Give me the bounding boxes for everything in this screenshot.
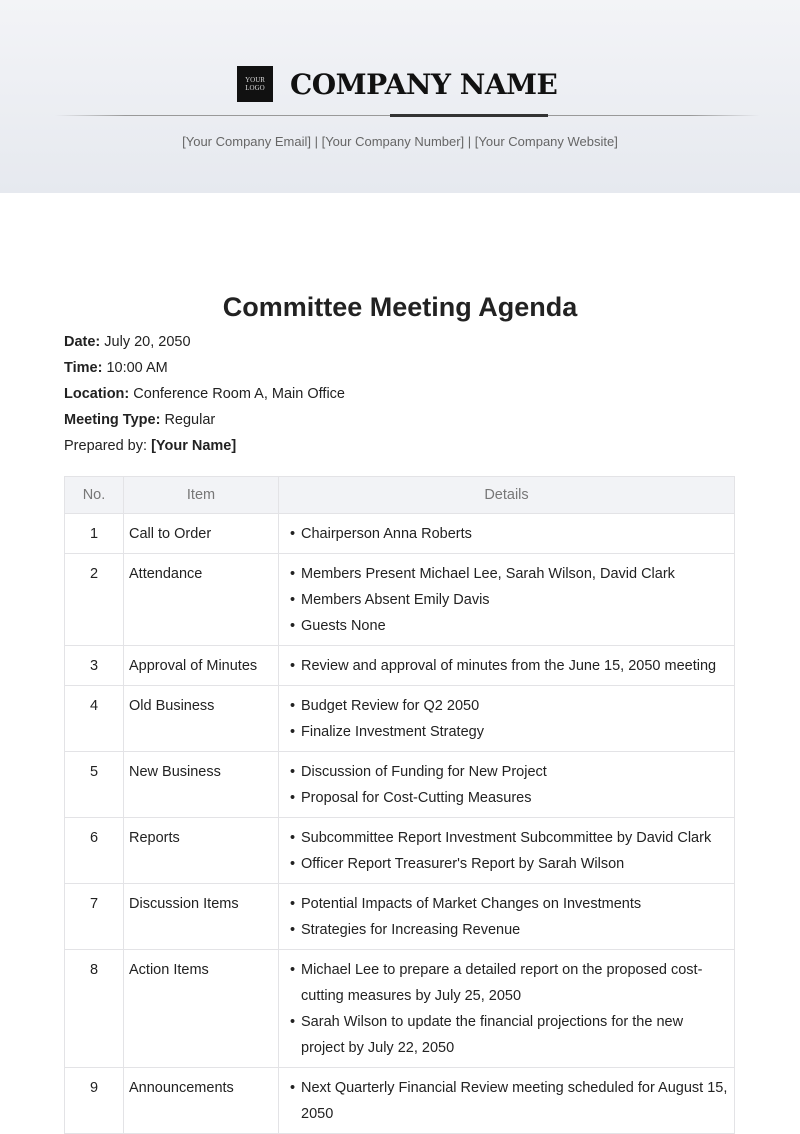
- info-prepared-by: Prepared by: [Your Name]: [64, 438, 237, 454]
- table-row: [65, 950, 735, 1068]
- row-item: Call to Order: [124, 514, 279, 554]
- detail-bullet: • Members Present Michael Lee, Sarah Wilson, David Clark: [301, 561, 729, 587]
- info-date: Date: July 20, 2050: [64, 334, 191, 350]
- table-row: [65, 686, 735, 752]
- table-row: [65, 554, 735, 646]
- info-location: Location: Conference Room A, Main Office: [64, 386, 345, 402]
- detail-bullet: • Budget Review for Q2 2050: [301, 693, 729, 719]
- table-row: [65, 646, 735, 686]
- row-number: 8: [65, 950, 124, 1068]
- row-item: Approval of Minutes: [124, 646, 279, 686]
- detail-bullet: • Discussion of Funding for New Project: [301, 759, 729, 785]
- detail-bullet: • Finalize Investment Strategy: [301, 719, 729, 745]
- row-number: 2: [65, 554, 124, 646]
- detail-bullet: • Review and approval of minutes from the June 15, 2050 meeting: [301, 653, 729, 679]
- agenda-table: [64, 476, 735, 1134]
- info-meeting-type: Meeting Type: Regular: [64, 412, 216, 428]
- row-details: [279, 646, 735, 686]
- detail-bullet: • Guests None: [301, 613, 729, 639]
- row-item: Discussion Items: [124, 884, 279, 950]
- detail-bullet: • Subcommittee Report Investment Subcommittee by David Clark: [301, 825, 729, 851]
- row-details: [279, 514, 735, 554]
- row-item: Announcements: [124, 1068, 279, 1134]
- letterhead: [0, 0, 800, 193]
- table-row: [65, 884, 735, 950]
- row-item: Attendance: [124, 554, 279, 646]
- row-item: Action Items: [124, 950, 279, 1068]
- row-number: 5: [65, 752, 124, 818]
- row-details: [279, 818, 735, 884]
- detail-bullet: • Members Absent Emily Davis: [301, 587, 729, 613]
- divider-accent: [390, 114, 548, 117]
- detail-bullet: • Proposal for Cost-Cutting Measures: [301, 785, 729, 811]
- header-details: Details: [279, 477, 735, 514]
- row-item: New Business: [124, 752, 279, 818]
- row-number: 3: [65, 646, 124, 686]
- header-no: No.: [65, 477, 124, 514]
- meeting-info: [64, 332, 345, 462]
- detail-bullet: • Next Quarterly Financial Review meeting scheduled for August 15, 2050: [301, 1075, 729, 1127]
- row-number: 7: [65, 884, 124, 950]
- row-details: [279, 884, 735, 950]
- header-item: Item: [124, 477, 279, 514]
- row-number: 1: [65, 514, 124, 554]
- row-details: [279, 950, 735, 1068]
- row-number: 6: [65, 818, 124, 884]
- detail-bullet: • Sarah Wilson to update the financial projections for the new project by July 22, 2050: [301, 1009, 729, 1061]
- row-details: [279, 554, 735, 646]
- detail-bullet: • Michael Lee to prepare a detailed report on the proposed cost-cutting measures by July 25, 2050: [301, 957, 729, 1009]
- company-name: COMPANY NAME: [290, 68, 558, 101]
- row-number: 9: [65, 1068, 124, 1134]
- company-contact: [Your Company Email] | [Your Company Number] | [Your Company Website]: [182, 134, 618, 149]
- company-logo: YOUR LOGO: [237, 66, 273, 102]
- document-title: Committee Meeting Agenda: [222, 292, 578, 322]
- detail-bullet: • Strategies for Increasing Revenue: [301, 917, 729, 943]
- table-row: [65, 1068, 735, 1134]
- detail-bullet: • Potential Impacts of Market Changes on Investments: [301, 891, 729, 917]
- detail-bullet: • Officer Report Treasurer's Report by Sarah Wilson: [301, 851, 729, 877]
- table-row: [65, 514, 735, 554]
- row-details: [279, 752, 735, 818]
- row-item: Old Business: [124, 686, 279, 752]
- table-row: [65, 818, 735, 884]
- row-item: Reports: [124, 818, 279, 884]
- detail-bullet: • Chairperson Anna Roberts: [301, 521, 729, 547]
- row-details: [279, 686, 735, 752]
- row-details: [279, 1068, 735, 1134]
- row-number: 4: [65, 686, 124, 752]
- table-row: [65, 752, 735, 818]
- info-time: Time: 10:00 AM: [64, 360, 168, 376]
